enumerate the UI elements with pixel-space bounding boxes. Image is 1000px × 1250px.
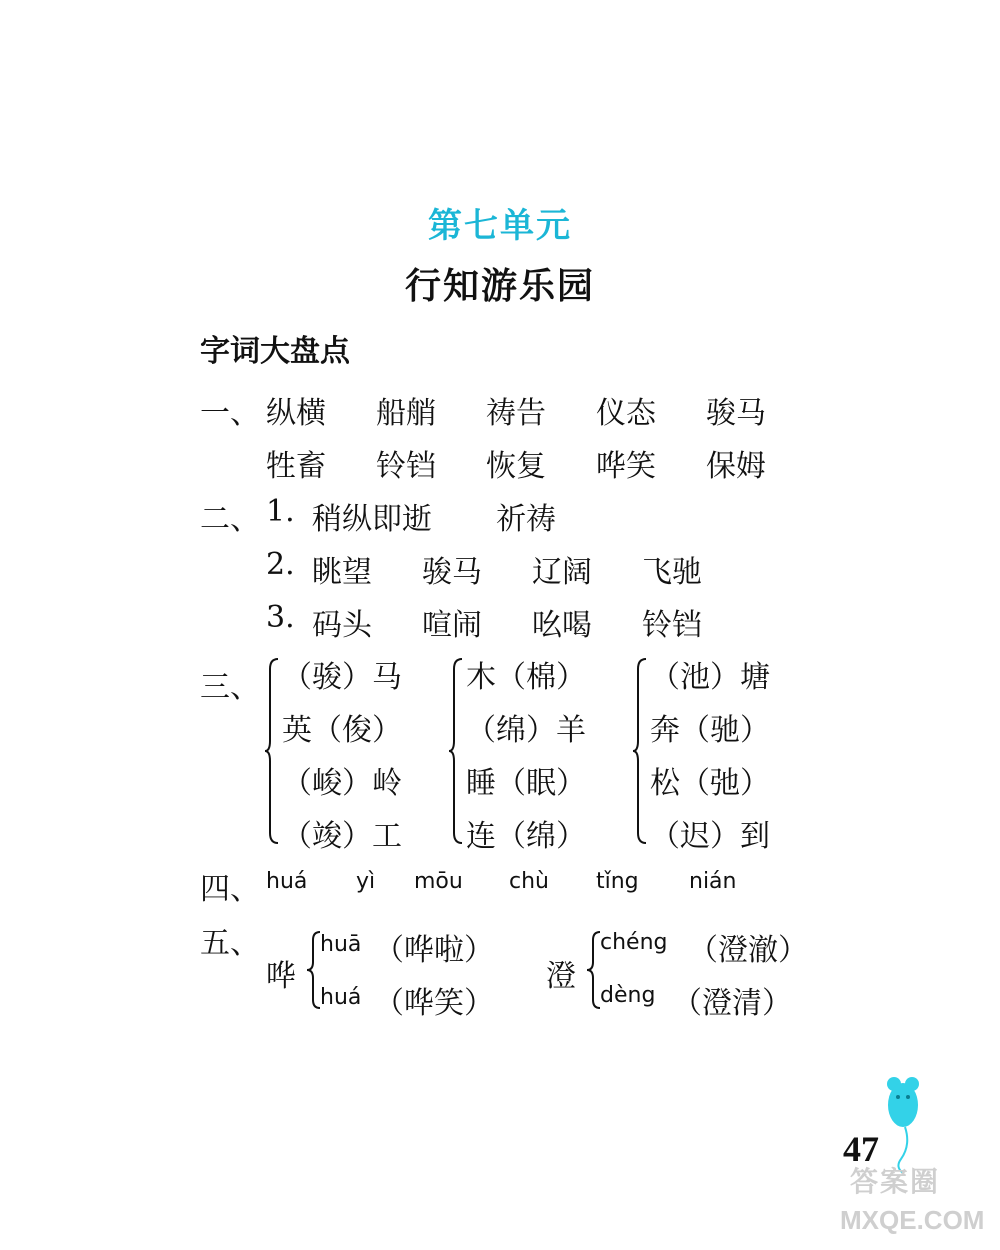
left-brace-icon <box>264 657 280 845</box>
q3-word: 连（绵） <box>466 819 586 854</box>
q4-pinyin: chù <box>509 869 549 894</box>
left-brace-icon <box>632 657 648 845</box>
q1-number: 一、 <box>200 396 260 431</box>
q3-word: 奔（驰） <box>650 713 770 748</box>
q5-pinyin: dèng <box>600 983 656 1008</box>
q4-pinyin: tǐng <box>596 869 639 894</box>
q5-pinyin: chéng <box>600 930 668 955</box>
q2-item-number: 3. <box>266 600 295 635</box>
q1-word: 牲畜 <box>266 449 326 484</box>
q3-word: （骏）马 <box>282 660 402 695</box>
q1-word: 铃铛 <box>376 449 436 484</box>
q2-word: 骏马 <box>422 555 482 590</box>
q2-item-number: 1. <box>266 494 295 529</box>
q4-pinyin: yì <box>356 869 376 894</box>
q1-word: 纵横 <box>266 396 326 431</box>
q3-word: （迟）到 <box>650 819 770 854</box>
q2-word: 飞驰 <box>642 555 702 590</box>
q3-word: （绵）羊 <box>466 713 586 748</box>
q4-pinyin: nián <box>689 869 737 894</box>
q1-word: 保姆 <box>706 449 766 484</box>
q5-char: 澄 <box>546 959 576 994</box>
q2-word: 祈祷 <box>496 502 556 537</box>
q3-word: （峻）岭 <box>282 766 402 801</box>
q3-word: （池）塘 <box>650 660 770 695</box>
unit-title: 第七单元 <box>428 206 572 246</box>
left-brace-icon <box>448 657 464 845</box>
q2-word: 喧闹 <box>422 608 482 643</box>
q1-word: 祷告 <box>486 396 546 431</box>
q2-item-number: 2. <box>266 547 295 582</box>
q1-word: 船艄 <box>376 396 436 431</box>
watermark-url: MXQE.COM <box>840 1205 985 1235</box>
q1-word: 仪态 <box>596 396 656 431</box>
q2-number: 二、 <box>200 502 260 537</box>
q5-number: 五、 <box>200 926 260 961</box>
q5-word: （哗笑） <box>374 986 494 1021</box>
watermark-logo: 答案圈 <box>850 1166 941 1197</box>
q1-word: 骏马 <box>706 396 766 431</box>
q4-pinyin: huá <box>266 869 308 894</box>
q1-word: 哗笑 <box>596 449 656 484</box>
q4-number: 四、 <box>200 872 260 907</box>
q2-word: 辽阔 <box>532 555 592 590</box>
q5-word: （澄清） <box>672 986 792 1021</box>
q3-word: 松（弛） <box>650 766 770 801</box>
q2-word: 吆喝 <box>532 608 592 643</box>
q1-word: 恢复 <box>486 449 546 484</box>
q2-word: 稍纵即逝 <box>312 502 432 537</box>
q3-word: 睡（眠） <box>466 766 586 801</box>
q3-word: 英（俊） <box>282 713 402 748</box>
q5-pinyin: huā <box>320 932 362 957</box>
q5-char: 哗 <box>266 959 296 994</box>
q3-word: 木（棉） <box>466 660 586 695</box>
q5-word: （澄澈） <box>688 933 808 968</box>
q5-pinyin: huá <box>320 985 362 1010</box>
q3-number: 三、 <box>200 670 260 705</box>
lesson-title: 行知游乐园 <box>404 265 595 307</box>
q2-word: 铃铛 <box>642 608 702 643</box>
q5-word: （哗啦） <box>374 933 494 968</box>
q4-pinyin: mōu <box>414 869 463 894</box>
q2-word: 眺望 <box>312 555 372 590</box>
q2-word: 码头 <box>312 608 372 643</box>
q3-word: （竣）工 <box>282 819 402 854</box>
section-title: 字词大盘点 <box>200 334 350 369</box>
page-number: 47 <box>843 1129 879 1169</box>
